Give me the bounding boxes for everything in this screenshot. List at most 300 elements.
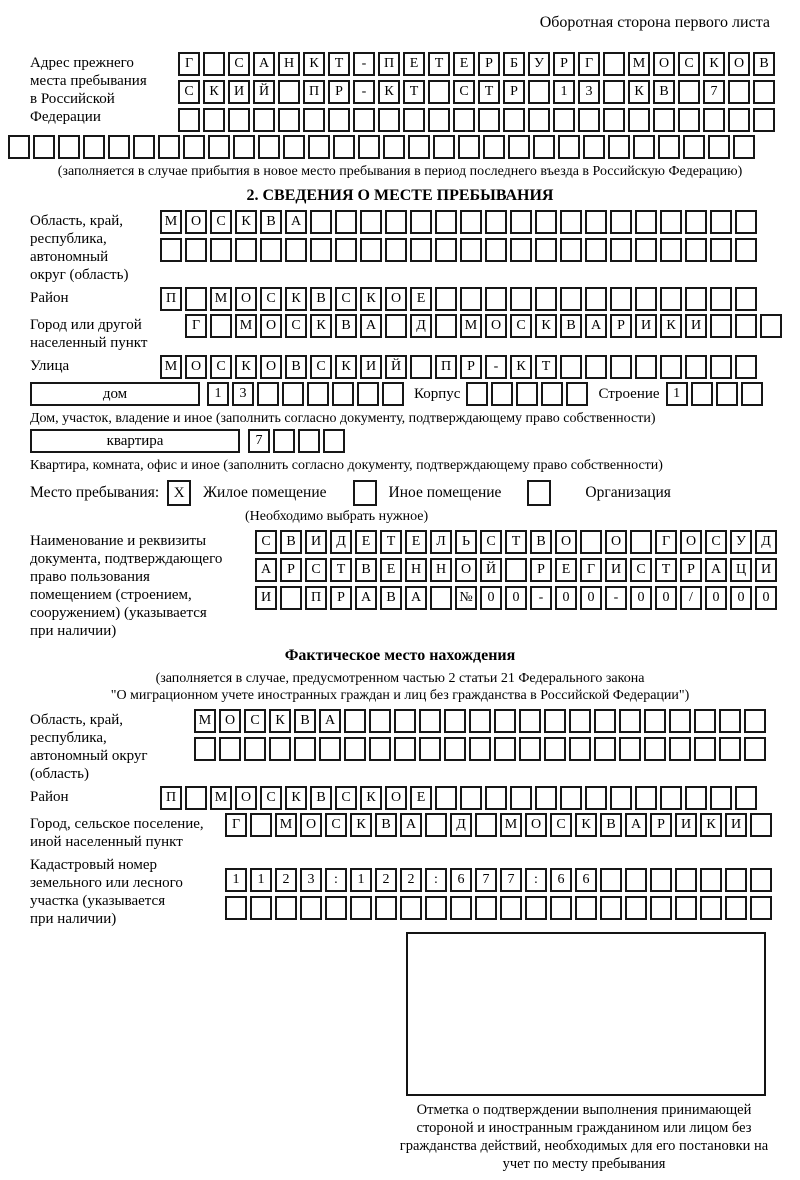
char-cell bbox=[233, 135, 255, 159]
char-cell: Р bbox=[530, 558, 552, 582]
char-cell bbox=[603, 52, 625, 76]
char-cell bbox=[544, 737, 566, 761]
char-cell bbox=[535, 210, 557, 234]
char-cell bbox=[635, 786, 657, 810]
char-cell bbox=[280, 586, 302, 610]
char-cell bbox=[428, 108, 450, 132]
char-cell: В bbox=[310, 287, 332, 311]
char-grid-row bbox=[194, 737, 766, 761]
char-cell bbox=[560, 287, 582, 311]
char-cell bbox=[728, 108, 750, 132]
char-cell bbox=[183, 135, 205, 159]
char-cell: О bbox=[185, 210, 207, 234]
char-cell bbox=[444, 709, 466, 733]
stamp-caption: Отметка о подтверждении выполнения принимающей стороной и иностранным гражданином или лицом без гражданства действий, необходимых для его постановки на учет по месту пребывания bbox=[399, 1102, 769, 1172]
char-cell bbox=[578, 108, 600, 132]
char-cell bbox=[460, 287, 482, 311]
char-grid bbox=[178, 52, 775, 132]
field-actual-district bbox=[30, 786, 770, 810]
char-cell bbox=[385, 314, 407, 338]
char-cell: М bbox=[460, 314, 482, 338]
field-label-line: право пользования bbox=[30, 569, 150, 585]
char-cell: О bbox=[728, 52, 750, 76]
char-cell bbox=[194, 737, 216, 761]
char-cell: М bbox=[235, 314, 257, 338]
char-cell bbox=[519, 737, 541, 761]
char-cell bbox=[378, 108, 400, 132]
field-label-line: Область, край, bbox=[30, 712, 124, 728]
char-cell: О bbox=[385, 786, 407, 810]
char-cell bbox=[358, 135, 380, 159]
char-grid-row bbox=[178, 80, 775, 104]
char-cell: Р bbox=[503, 80, 525, 104]
char-cell: С bbox=[510, 314, 532, 338]
char-grid-row bbox=[207, 382, 404, 406]
char-cell bbox=[185, 786, 207, 810]
char-cell bbox=[750, 896, 772, 920]
char-cell: Т bbox=[403, 80, 425, 104]
char-cell bbox=[658, 135, 680, 159]
apartment-type-box: квартира bbox=[30, 429, 240, 453]
char-cell bbox=[544, 709, 566, 733]
char-cell: : bbox=[425, 868, 447, 892]
actual-location-note-line: (заполняется в случае, предусмотренном частью 2 статьи 21 Федерального закона bbox=[155, 671, 645, 686]
char-cell bbox=[425, 813, 447, 837]
char-cell: К bbox=[360, 287, 382, 311]
char-cell: К bbox=[269, 709, 291, 733]
field-label bbox=[30, 210, 160, 284]
char-cell: К bbox=[235, 210, 257, 234]
char-cell bbox=[244, 737, 266, 761]
stay-type-row bbox=[30, 480, 770, 506]
char-cell bbox=[619, 709, 641, 733]
char-cell: Т bbox=[535, 355, 557, 379]
char-cell: О bbox=[653, 52, 675, 76]
char-cell bbox=[553, 108, 575, 132]
char-cell: О bbox=[235, 287, 257, 311]
char-cell bbox=[625, 896, 647, 920]
char-cell: К bbox=[350, 813, 372, 837]
char-cell bbox=[210, 238, 232, 262]
char-cell bbox=[735, 210, 757, 234]
char-cell bbox=[475, 896, 497, 920]
char-cell bbox=[660, 287, 682, 311]
char-cell: К bbox=[303, 52, 325, 76]
char-grid-row bbox=[185, 314, 782, 338]
char-cell bbox=[735, 238, 757, 262]
char-cell: К bbox=[285, 786, 307, 810]
char-cell: 7 bbox=[703, 80, 725, 104]
field-cadastral-number bbox=[30, 854, 770, 928]
char-cell bbox=[585, 210, 607, 234]
char-cell: Е bbox=[410, 287, 432, 311]
char-cell bbox=[219, 737, 241, 761]
char-cell bbox=[419, 709, 441, 733]
field-label-line: автономный bbox=[30, 249, 109, 265]
char-cell: М bbox=[160, 210, 182, 234]
char-cell: А bbox=[360, 314, 382, 338]
char-grid bbox=[255, 530, 777, 610]
char-cell bbox=[332, 382, 354, 406]
char-cell: П bbox=[303, 80, 325, 104]
char-grid-row bbox=[225, 896, 772, 920]
field-label-line: округ (область) bbox=[30, 267, 129, 283]
char-cell bbox=[335, 210, 357, 234]
char-cell bbox=[273, 429, 295, 453]
char-cell bbox=[308, 135, 330, 159]
char-cell bbox=[250, 813, 272, 837]
char-cell: К bbox=[360, 786, 382, 810]
char-cell bbox=[485, 210, 507, 234]
char-cell bbox=[660, 786, 682, 810]
char-cell bbox=[275, 896, 297, 920]
char-cell bbox=[725, 868, 747, 892]
char-cell bbox=[753, 108, 775, 132]
char-cell: Г bbox=[580, 558, 602, 582]
char-cell bbox=[469, 709, 491, 733]
char-cell: 0 bbox=[480, 586, 502, 610]
char-cell bbox=[516, 382, 538, 406]
actual-location-note-line: "О миграционном учете иностранных граждан и лиц без гражданства в Российской Федерации") bbox=[110, 688, 690, 703]
char-grid-row bbox=[160, 238, 757, 262]
char-cell bbox=[725, 896, 747, 920]
char-cell: С bbox=[630, 558, 652, 582]
char-cell bbox=[133, 135, 155, 159]
char-cell bbox=[585, 355, 607, 379]
char-cell: О bbox=[235, 786, 257, 810]
char-cell: К bbox=[235, 355, 257, 379]
char-grid-row bbox=[160, 355, 757, 379]
char-cell bbox=[625, 868, 647, 892]
char-cell bbox=[394, 709, 416, 733]
char-cell bbox=[685, 355, 707, 379]
char-cell bbox=[535, 287, 557, 311]
char-cell bbox=[653, 108, 675, 132]
field-label-line: республика, bbox=[30, 231, 107, 247]
char-cell: А bbox=[585, 314, 607, 338]
char-cell: О bbox=[680, 530, 702, 554]
char-grid-row bbox=[194, 709, 766, 733]
char-cell bbox=[58, 135, 80, 159]
char-cell: О bbox=[555, 530, 577, 554]
char-cell bbox=[594, 709, 616, 733]
char-cell: Г bbox=[578, 52, 600, 76]
char-cell: Й bbox=[253, 80, 275, 104]
char-cell bbox=[610, 238, 632, 262]
char-cell bbox=[660, 238, 682, 262]
char-cell: 3 bbox=[578, 80, 600, 104]
char-cell bbox=[460, 786, 482, 810]
char-cell bbox=[260, 238, 282, 262]
char-cell bbox=[491, 382, 513, 406]
char-cell: Т bbox=[328, 52, 350, 76]
char-cell bbox=[733, 135, 755, 159]
char-cell: 2 bbox=[275, 868, 297, 892]
char-cell: Д bbox=[450, 813, 472, 837]
char-cell bbox=[685, 287, 707, 311]
char-cell bbox=[33, 135, 55, 159]
char-cell bbox=[360, 210, 382, 234]
char-cell bbox=[519, 709, 541, 733]
char-cell bbox=[585, 238, 607, 262]
char-cell bbox=[225, 896, 247, 920]
char-cell: Е bbox=[380, 558, 402, 582]
char-cell bbox=[282, 382, 304, 406]
char-cell: - bbox=[353, 52, 375, 76]
char-cell bbox=[203, 108, 225, 132]
char-cell bbox=[535, 786, 557, 810]
char-cell: 0 bbox=[755, 586, 777, 610]
char-cell: 6 bbox=[450, 868, 472, 892]
field-label-line: документа, подтверждающего bbox=[30, 551, 223, 567]
char-cell bbox=[735, 314, 757, 338]
char-cell: 3 bbox=[232, 382, 254, 406]
char-cell: К bbox=[535, 314, 557, 338]
char-cell: 1 bbox=[250, 868, 272, 892]
field-actual-region bbox=[30, 709, 770, 783]
char-cell bbox=[8, 135, 30, 159]
char-cell bbox=[710, 314, 732, 338]
char-cell bbox=[307, 382, 329, 406]
char-cell: Д bbox=[755, 530, 777, 554]
char-cell: 1 bbox=[553, 80, 575, 104]
char-cell: 0 bbox=[630, 586, 652, 610]
char-cell: - bbox=[485, 355, 507, 379]
char-cell: С bbox=[335, 287, 357, 311]
char-cell bbox=[410, 355, 432, 379]
char-cell bbox=[333, 135, 355, 159]
char-cell bbox=[325, 896, 347, 920]
char-cell bbox=[158, 135, 180, 159]
char-grid bbox=[194, 709, 766, 761]
field-label-line: в Российской bbox=[30, 91, 115, 107]
char-cell: Й bbox=[480, 558, 502, 582]
char-cell bbox=[433, 135, 455, 159]
char-cell bbox=[460, 210, 482, 234]
char-cell bbox=[469, 737, 491, 761]
char-cell: С bbox=[228, 52, 250, 76]
char-cell: Р bbox=[328, 80, 350, 104]
char-cell bbox=[708, 135, 730, 159]
char-cell: Т bbox=[655, 558, 677, 582]
char-cell: - bbox=[353, 80, 375, 104]
char-cell bbox=[503, 108, 525, 132]
field-label-line: автономный округ bbox=[30, 748, 148, 764]
field-label-line: земельного или лесного bbox=[30, 875, 183, 891]
char-cell bbox=[419, 737, 441, 761]
char-cell: С bbox=[325, 813, 347, 837]
char-cell bbox=[400, 896, 422, 920]
actual-location-title: Фактическое место нахождения bbox=[284, 647, 516, 664]
char-cell bbox=[494, 737, 516, 761]
field-city bbox=[30, 314, 770, 352]
field-label-line: сооружением) (указывается bbox=[30, 605, 207, 621]
house-type-box: дом bbox=[30, 382, 200, 406]
char-cell: Ь bbox=[455, 530, 477, 554]
char-grid-row bbox=[248, 429, 345, 453]
char-cell bbox=[744, 737, 766, 761]
char-cell: Р bbox=[478, 52, 500, 76]
char-cell: К bbox=[575, 813, 597, 837]
char-cell: Е bbox=[453, 52, 475, 76]
char-cell bbox=[669, 709, 691, 733]
char-cell: К bbox=[285, 287, 307, 311]
char-cell bbox=[585, 287, 607, 311]
char-cell bbox=[510, 238, 532, 262]
char-grid-row bbox=[178, 52, 775, 76]
char-cell: Е bbox=[355, 530, 377, 554]
char-cell: С bbox=[453, 80, 475, 104]
char-cell: 0 bbox=[505, 586, 527, 610]
char-cell bbox=[510, 287, 532, 311]
char-cell: А bbox=[255, 558, 277, 582]
char-cell: В bbox=[530, 530, 552, 554]
char-cell bbox=[108, 135, 130, 159]
char-cell bbox=[675, 868, 697, 892]
char-cell bbox=[528, 80, 550, 104]
char-cell bbox=[410, 210, 432, 234]
char-cell: Е bbox=[410, 786, 432, 810]
char-cell: 6 bbox=[575, 868, 597, 892]
char-cell bbox=[485, 238, 507, 262]
field-label bbox=[30, 52, 178, 126]
char-cell bbox=[575, 896, 597, 920]
char-cell bbox=[485, 287, 507, 311]
char-cell bbox=[603, 108, 625, 132]
house-row bbox=[30, 382, 770, 406]
char-cell bbox=[710, 287, 732, 311]
char-cell: Д bbox=[330, 530, 352, 554]
char-cell: 7 bbox=[248, 429, 270, 453]
char-cell bbox=[735, 287, 757, 311]
char-cell bbox=[703, 108, 725, 132]
field-label bbox=[30, 854, 225, 928]
char-cell bbox=[600, 896, 622, 920]
char-cell: Т bbox=[478, 80, 500, 104]
char-cell: О bbox=[219, 709, 241, 733]
char-grid-row bbox=[160, 210, 757, 234]
char-cell: - bbox=[530, 586, 552, 610]
char-cell bbox=[475, 813, 497, 837]
char-cell bbox=[435, 238, 457, 262]
char-cell bbox=[435, 210, 457, 234]
char-cell: М bbox=[628, 52, 650, 76]
char-cell: К bbox=[628, 80, 650, 104]
char-cell: Г bbox=[185, 314, 207, 338]
char-cell: 0 bbox=[655, 586, 677, 610]
char-cell: С bbox=[480, 530, 502, 554]
char-cell bbox=[310, 238, 332, 262]
field-label-line: участка (указывается bbox=[30, 893, 166, 909]
char-cell: 6 bbox=[550, 868, 572, 892]
char-cell: - bbox=[605, 586, 627, 610]
field-label bbox=[30, 314, 160, 352]
field-label-line: при наличии) bbox=[30, 911, 117, 927]
char-cell bbox=[360, 238, 382, 262]
char-cell bbox=[750, 868, 772, 892]
char-cell bbox=[344, 709, 366, 733]
char-grid-row bbox=[160, 786, 757, 810]
option-label-zhiloe: Жилое помещение bbox=[203, 484, 327, 501]
char-cell: 0 bbox=[705, 586, 727, 610]
char-cell: С bbox=[210, 355, 232, 379]
char-cell bbox=[691, 382, 713, 406]
field-district bbox=[30, 287, 770, 311]
char-cell bbox=[458, 135, 480, 159]
char-cell bbox=[694, 709, 716, 733]
char-cell: 1 bbox=[207, 382, 229, 406]
field-street bbox=[30, 355, 770, 379]
char-cell: Р bbox=[330, 586, 352, 610]
char-grid bbox=[160, 210, 757, 262]
char-cell: 1 bbox=[350, 868, 372, 892]
option-label-inoe: Иное помещение bbox=[388, 484, 502, 501]
char-cell: П bbox=[435, 355, 457, 379]
char-cell: П bbox=[160, 287, 182, 311]
field-label-line: Федерации bbox=[30, 109, 101, 125]
char-cell: В bbox=[294, 709, 316, 733]
char-cell bbox=[644, 709, 666, 733]
char-cell: У bbox=[730, 530, 752, 554]
char-cell: Й bbox=[385, 355, 407, 379]
char-cell bbox=[369, 709, 391, 733]
checkbox-zhiloe: X bbox=[167, 480, 191, 506]
char-cell bbox=[278, 108, 300, 132]
char-cell: В bbox=[285, 355, 307, 379]
char-cell bbox=[350, 896, 372, 920]
char-cell bbox=[635, 210, 657, 234]
char-cell bbox=[285, 238, 307, 262]
char-cell bbox=[228, 108, 250, 132]
char-cell: Г bbox=[225, 813, 247, 837]
char-cell bbox=[508, 135, 530, 159]
house-note: Дом, участок, владение и иное (заполнить согласно документу, подтверждающему право собственности) bbox=[30, 411, 656, 426]
char-cell bbox=[300, 896, 322, 920]
field-label bbox=[30, 813, 225, 851]
char-cell: В bbox=[280, 530, 302, 554]
char-cell: Т bbox=[330, 558, 352, 582]
field-label-line: места пребывания bbox=[30, 73, 147, 89]
char-cell: Д bbox=[410, 314, 432, 338]
char-cell bbox=[710, 786, 732, 810]
char-cell: 1 bbox=[666, 382, 688, 406]
char-cell: И bbox=[255, 586, 277, 610]
char-cell: А bbox=[253, 52, 275, 76]
char-cell bbox=[560, 238, 582, 262]
field-label-line: республика, bbox=[30, 730, 107, 746]
char-cell bbox=[478, 108, 500, 132]
field-label-line: (область) bbox=[30, 766, 89, 782]
char-cell: Н bbox=[278, 52, 300, 76]
char-cell bbox=[394, 737, 416, 761]
char-cell: Р bbox=[553, 52, 575, 76]
char-cell: В bbox=[600, 813, 622, 837]
char-cell bbox=[453, 108, 475, 132]
char-cell: С bbox=[210, 210, 232, 234]
char-cell bbox=[678, 108, 700, 132]
char-cell bbox=[635, 287, 657, 311]
char-cell: Р bbox=[610, 314, 632, 338]
char-cell: А bbox=[625, 813, 647, 837]
field-label bbox=[30, 709, 170, 783]
char-cell: О bbox=[260, 355, 282, 379]
char-cell: И bbox=[675, 813, 697, 837]
char-cell: А bbox=[400, 813, 422, 837]
char-cell: Б bbox=[503, 52, 525, 76]
char-cell: В bbox=[260, 210, 282, 234]
char-cell: А bbox=[355, 586, 377, 610]
char-cell: П bbox=[378, 52, 400, 76]
